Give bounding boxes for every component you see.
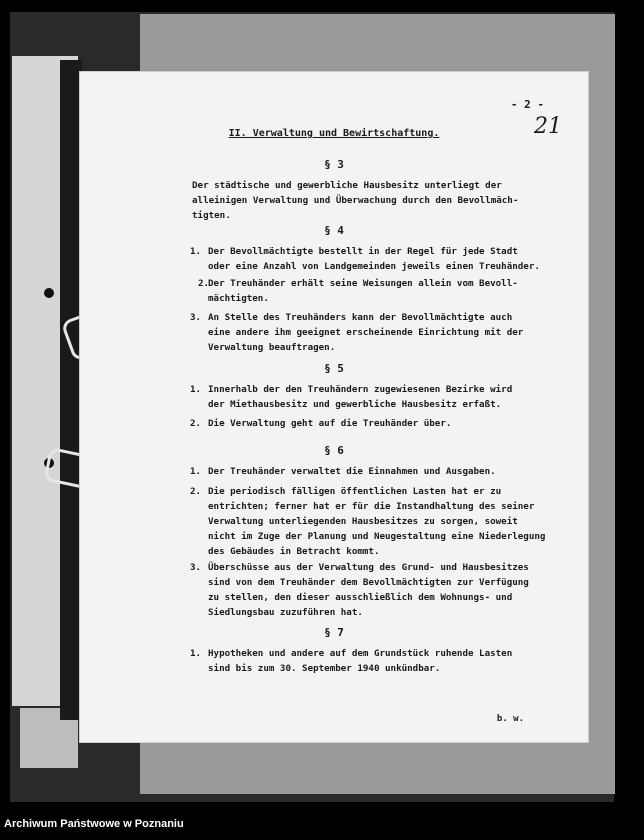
document-page [80,72,588,742]
archive-footer [0,808,644,840]
paragraph-number: 3. [190,562,202,573]
section-title: § 3 [324,158,344,171]
paragraph-text: Der städtische und gewerbliche Hausbesitz unterliegt der alleinigen Verwaltung und Überwachung durch den Bevollmäch- tigten. [192,180,519,221]
section-title: § 7 [324,626,344,639]
archive-label: Archiwum Państwowe w Poznaniu [4,818,184,830]
paragraph-text: Der Treuhänder verwaltet die Einnahmen und Ausgaben. [208,466,496,477]
section-title: § 4 [324,224,344,237]
paragraph-text: Hypotheken und andere auf dem Grundstück ruhende Lasten sind bis zum 30. September 1940 unkündbar. [208,648,513,674]
paragraph-text: Der Treuhänder erhält seine Weisungen allein vom Bevoll- mächtigten. [208,278,518,304]
paragraph-number: 1. [190,648,202,659]
paragraph-number: 2. [190,486,202,497]
paragraph-text: Die Verwaltung geht auf die Treuhänder über. [208,418,452,429]
page-number: - 2 - [510,98,544,111]
paragraph-text: Der Bevollmächtigte bestellt in der Regel für jede Stadt oder eine Anzahl von Landgemeinden jeweils einen Treuhänder. [208,246,540,272]
document-heading: II. Verwaltung und Bewirtschaftung. [228,128,440,139]
paragraph-number: 3. [190,312,202,323]
paragraph-number: 1. [190,246,202,257]
section-title: § 6 [324,444,344,457]
continuation-note: b. w. [496,714,524,724]
paragraph-text: Überschüsse aus der Verwaltung des Grund- und Hausbesitzes sind von dem Treuhänder dem Bevollmächtigten zur Verfügung zu stellen, den dieser ausschließlich dem Wohnungs- und Siedlungsbau zuzuführen hat. [208,562,529,618]
paragraph-number: 1. [190,384,202,395]
paragraph-text: Innerhalb der den Treuhändern zugewiesenen Bezirke wird der Miethausbesitz und gewerbliche Hausbesitz erfaßt. [208,384,513,410]
paragraph-text: An Stelle des Treuhänders kann der Bevollmächtigte auch eine andere ihm geeignet erscheinende Einrichtung mit der Verwaltung beauftragen. [208,312,524,353]
paragraph-number: 2. [190,418,202,429]
handwritten-folio-number: 21 [534,114,562,139]
binding-spine [60,60,82,720]
paragraph-text: Die periodisch fälligen öffentlichen Lasten hat er zu entrichten; ferner hat er für die Instandhaltung des seiner Verwaltung unterliegenden Hausbesitzes zu sorgen, soweit nicht im Zuge der Planung und Neugestaltung eine Niederlegung des Gebäudes in Betracht kommt. [208,486,546,557]
section-title: § 5 [324,362,344,375]
punch-hole [44,288,54,298]
paragraph-number: 1. [190,466,202,477]
paragraph-number: 2. [198,278,210,289]
